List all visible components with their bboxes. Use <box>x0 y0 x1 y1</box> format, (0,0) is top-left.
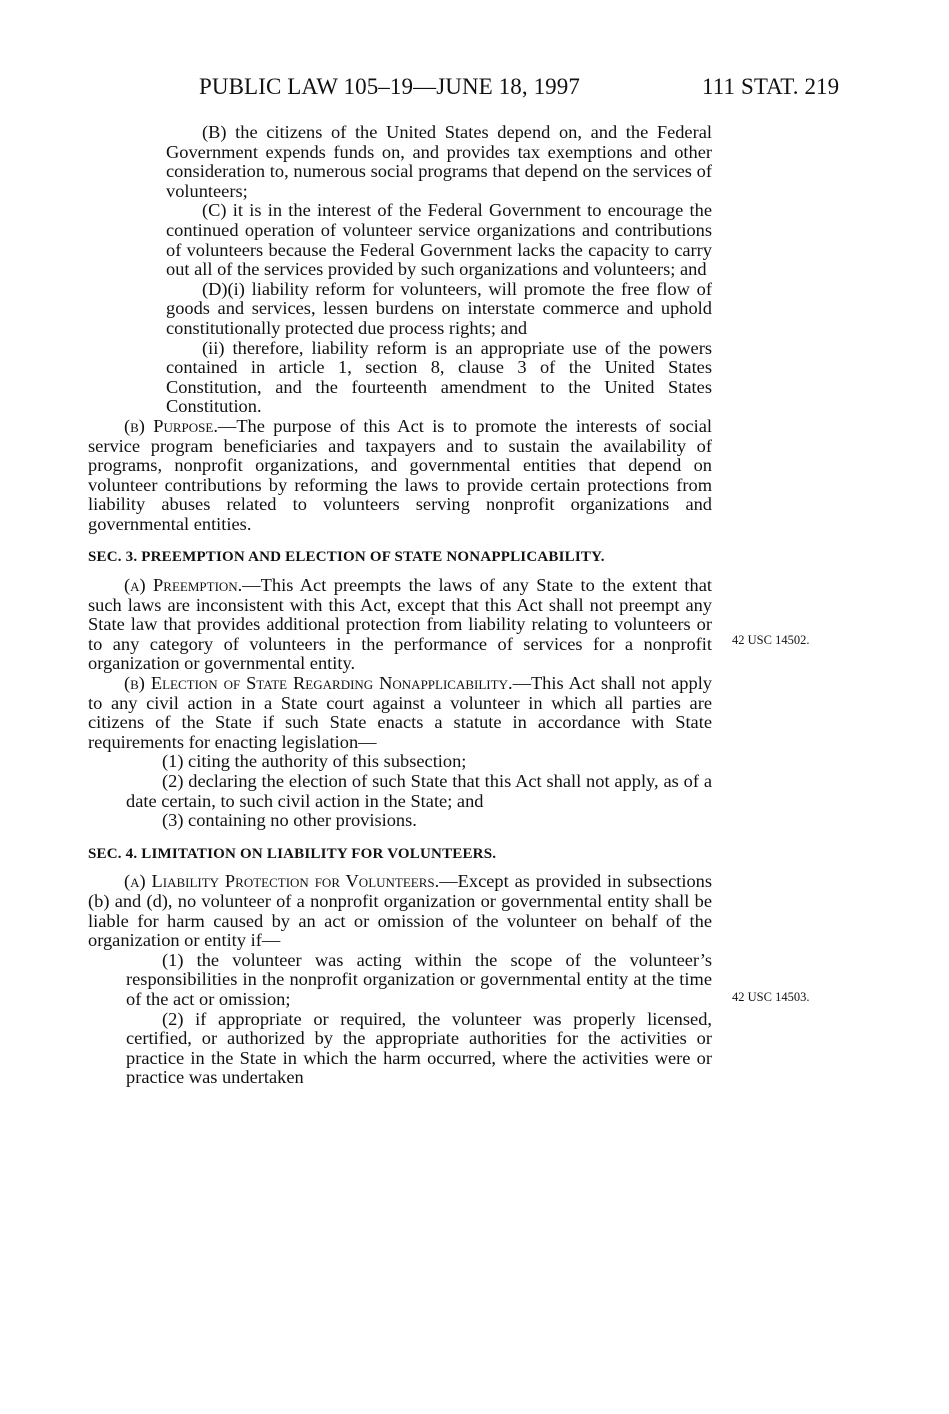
purpose-paragraph <box>88 417 712 535</box>
section-3-heading: SEC. 3. PREEMPTION AND ELECTION OF STATE NONAPPLICABILITY. <box>88 549 605 566</box>
section-4-heading: SEC. 4. LIMITATION ON LIABILITY FOR VOLUNTEERS. <box>88 845 497 862</box>
section-3-b-text: —This Act shall not apply to any civil action in a State court against a volunteer in which all parties are citizens of the State if such State enacts a statute in accordance with State requirements for enacting legislation— <box>88 673 712 752</box>
section-3-a-paragraph <box>88 576 712 674</box>
section-3-b-2: (2) declaring the election of such State that this Act shall not apply, as of a date certain, to such civil action in the State; and <box>126 771 712 811</box>
section-3-b-3: (3) containing no other provisions. <box>162 810 417 831</box>
paragraph-c-interest: (C) it is in the interest of the Federal Government to encourage the continued operation of volunteer service organizations and contributions of volunteers because the Federal Government lacks the capacity to carry out all of the services provided by such organizations and volunteers; and <box>166 200 712 280</box>
section-4-a-text: —Except as provided in subsections (b) and (d), no volunteer of a nonprofit organization or governmental entity shall be liable for harm caused by an act or omission of the volunteer on behalf of the organization or entity if— <box>88 871 712 951</box>
section-3-b-paragraph <box>88 674 712 752</box>
purpose-label: (b) Purpose. <box>124 415 218 436</box>
section-4-a-label: (a) Liability Protection for Volunteers. <box>124 871 440 892</box>
paragraph-ii-therefore: (ii) therefore, liability reform is an appropriate use of the powers contained in article 1, section 8, clause 3 of the United States Constitution, and the fourteenth amendment to the United States Constitution. <box>166 337 712 417</box>
paragraph-b-citizens: (B) the citizens of the United States depend on, and the Federal Government expends funds on, and provides tax exemptions and other consideration to, numerous social programs that depend on the services of volunteers; <box>166 122 712 201</box>
page-number-stat: 111 STAT. 219 <box>702 74 840 99</box>
section-3-a-text: —This Act preempts the laws of any State to the extent that such laws are inconsistent with this Act, except that this Act shall not preempt any State law that provides additional protection from liability relating to volunteers or to any category of volunteers in the performance of services for a nonprofit organization or governmental entity. <box>88 575 713 674</box>
section-4-a-paragraph <box>88 872 712 950</box>
section-3-b-1: (1) citing the authority of this subsection; <box>162 751 467 772</box>
margin-citation-sec4: 42 USC 14503. <box>732 990 810 1004</box>
section-3-b-label: (b) Election of State Regarding Nonapplicability. <box>124 673 513 694</box>
purpose-text: —The purpose of this Act is to promote the interests of social service program beneficiaries and taxpayers and to sustain the availability of programs, nonprofit organizations, and governmental entities that depend on volunteer contributions by reforming the laws to provide certain protections from liability abuses related to volunteers serving nonprofit organizations and governmental entities. <box>88 415 712 534</box>
paragraph-d-i-liability-reform: (D)(i) liability reform for volunteers, will promote the free flow of goods and services, lessen burdens on interstate commerce and uphold constitutionally protected due process rights; and <box>166 278 712 338</box>
page-body <box>88 123 712 1088</box>
section-4-a-1: (1) the volunteer was acting within the scope of the volunteer’s responsibilities in the nonprofit organization or governmental entity at the time of the act or omission; <box>126 949 712 1009</box>
section-4-a-2: (2) if appropriate or required, the volunteer was properly licensed, certified, or authorized by the appropriate authorities for the activities or practice in the State in which the harm occurred, where the activities were or practice was undertaken <box>126 1008 712 1088</box>
margin-citation-sec3: 42 USC 14502. <box>732 633 810 647</box>
section-3-a-label: (a) Preemption. <box>124 575 243 596</box>
running-header-title: PUBLIC LAW 105–19—JUNE 18, 1997 <box>199 74 580 99</box>
